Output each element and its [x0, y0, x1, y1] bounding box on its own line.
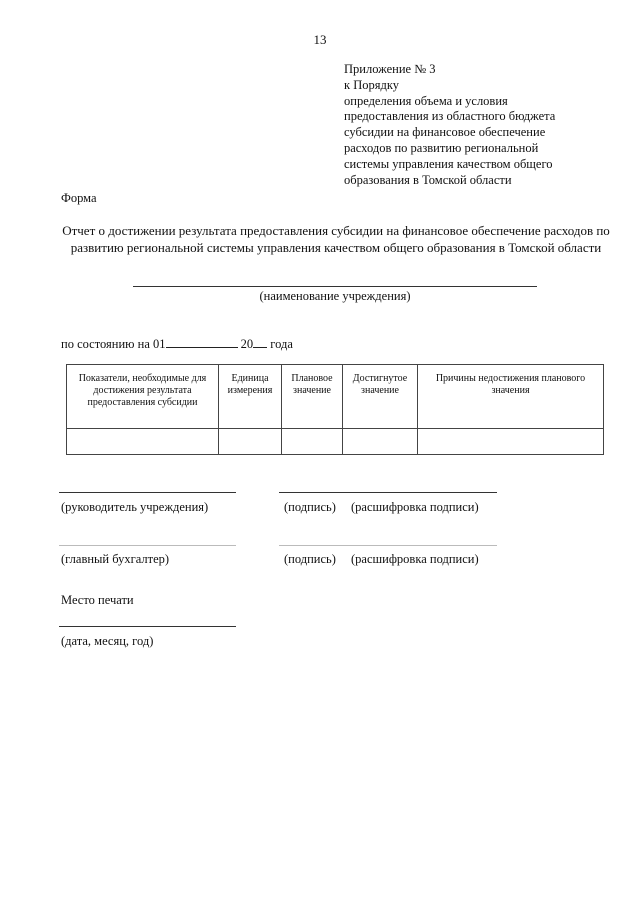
appendix-block — [344, 62, 624, 188]
institution-caption: (наименование учреждения) — [259, 289, 411, 303]
accountant-signature-line — [59, 545, 236, 546]
header-achieved: Достигнутое значение — [343, 365, 418, 429]
date-line — [59, 626, 236, 627]
accountant-decoding-line — [279, 545, 497, 546]
date-suffix: года — [270, 337, 293, 351]
month-blank — [166, 335, 238, 348]
institution-name-line — [133, 286, 537, 287]
header-reasons: Причины недостижения планового значения — [418, 365, 604, 429]
appendix-line: расходов по развитию региональной — [344, 140, 539, 155]
report-title: Отчет о достижении результата предоставления субсидии на финансовое обеспечение расходов по развитию региональной системы управления качеством общего образования в Томской области — [62, 223, 610, 255]
head-signature-line — [59, 492, 236, 493]
date-caption: (дата, месяц, год) — [61, 634, 154, 648]
table-row — [67, 429, 604, 455]
table-cell — [67, 429, 219, 455]
appendix-line: Приложение № 3 — [344, 62, 436, 76]
appendix-line: к Порядку — [344, 77, 399, 92]
head-caption: (руководитель учреждения) — [61, 500, 209, 514]
appendix-line: образования в Томской области — [344, 172, 512, 187]
table-cell — [343, 429, 418, 455]
form-label: Форма — [61, 191, 97, 205]
accountant-decoding-caption: (расшифровка подписи) — [351, 552, 479, 566]
stamp-label: Место печати — [61, 593, 134, 607]
year-prefix: 20 — [240, 337, 254, 351]
year-blank — [253, 335, 267, 348]
head-decoding-caption: (расшифровка подписи) — [351, 500, 479, 514]
table-cell — [219, 429, 282, 455]
table-cell — [418, 429, 604, 455]
appendix-line: предоставления из областного бюджета — [344, 109, 556, 124]
date-row — [61, 335, 293, 352]
head-signature-caption: (подпись) — [284, 500, 336, 514]
table-cell — [282, 429, 343, 455]
accountant-caption: (главный бухгалтер) — [61, 552, 170, 566]
header-unit: Единица измерения — [219, 365, 282, 429]
head-decoding-line — [279, 492, 497, 493]
page-number: 13 — [313, 32, 327, 47]
date-prefix: по состоянию на 01 — [61, 337, 166, 351]
table-header-row — [67, 365, 604, 429]
header-indicators: Показатели, необходимые для достижения результата предоставления субсидии — [67, 365, 219, 429]
appendix-line: субсидии на финансовое обеспечение — [344, 125, 546, 140]
accountant-signature-caption: (подпись) — [284, 552, 336, 566]
appendix-line: системы управления качеством общего — [344, 156, 553, 171]
header-planned: Плановое значение — [282, 365, 343, 429]
report-table — [66, 364, 604, 455]
appendix-line: определения объема и условия — [344, 93, 508, 108]
